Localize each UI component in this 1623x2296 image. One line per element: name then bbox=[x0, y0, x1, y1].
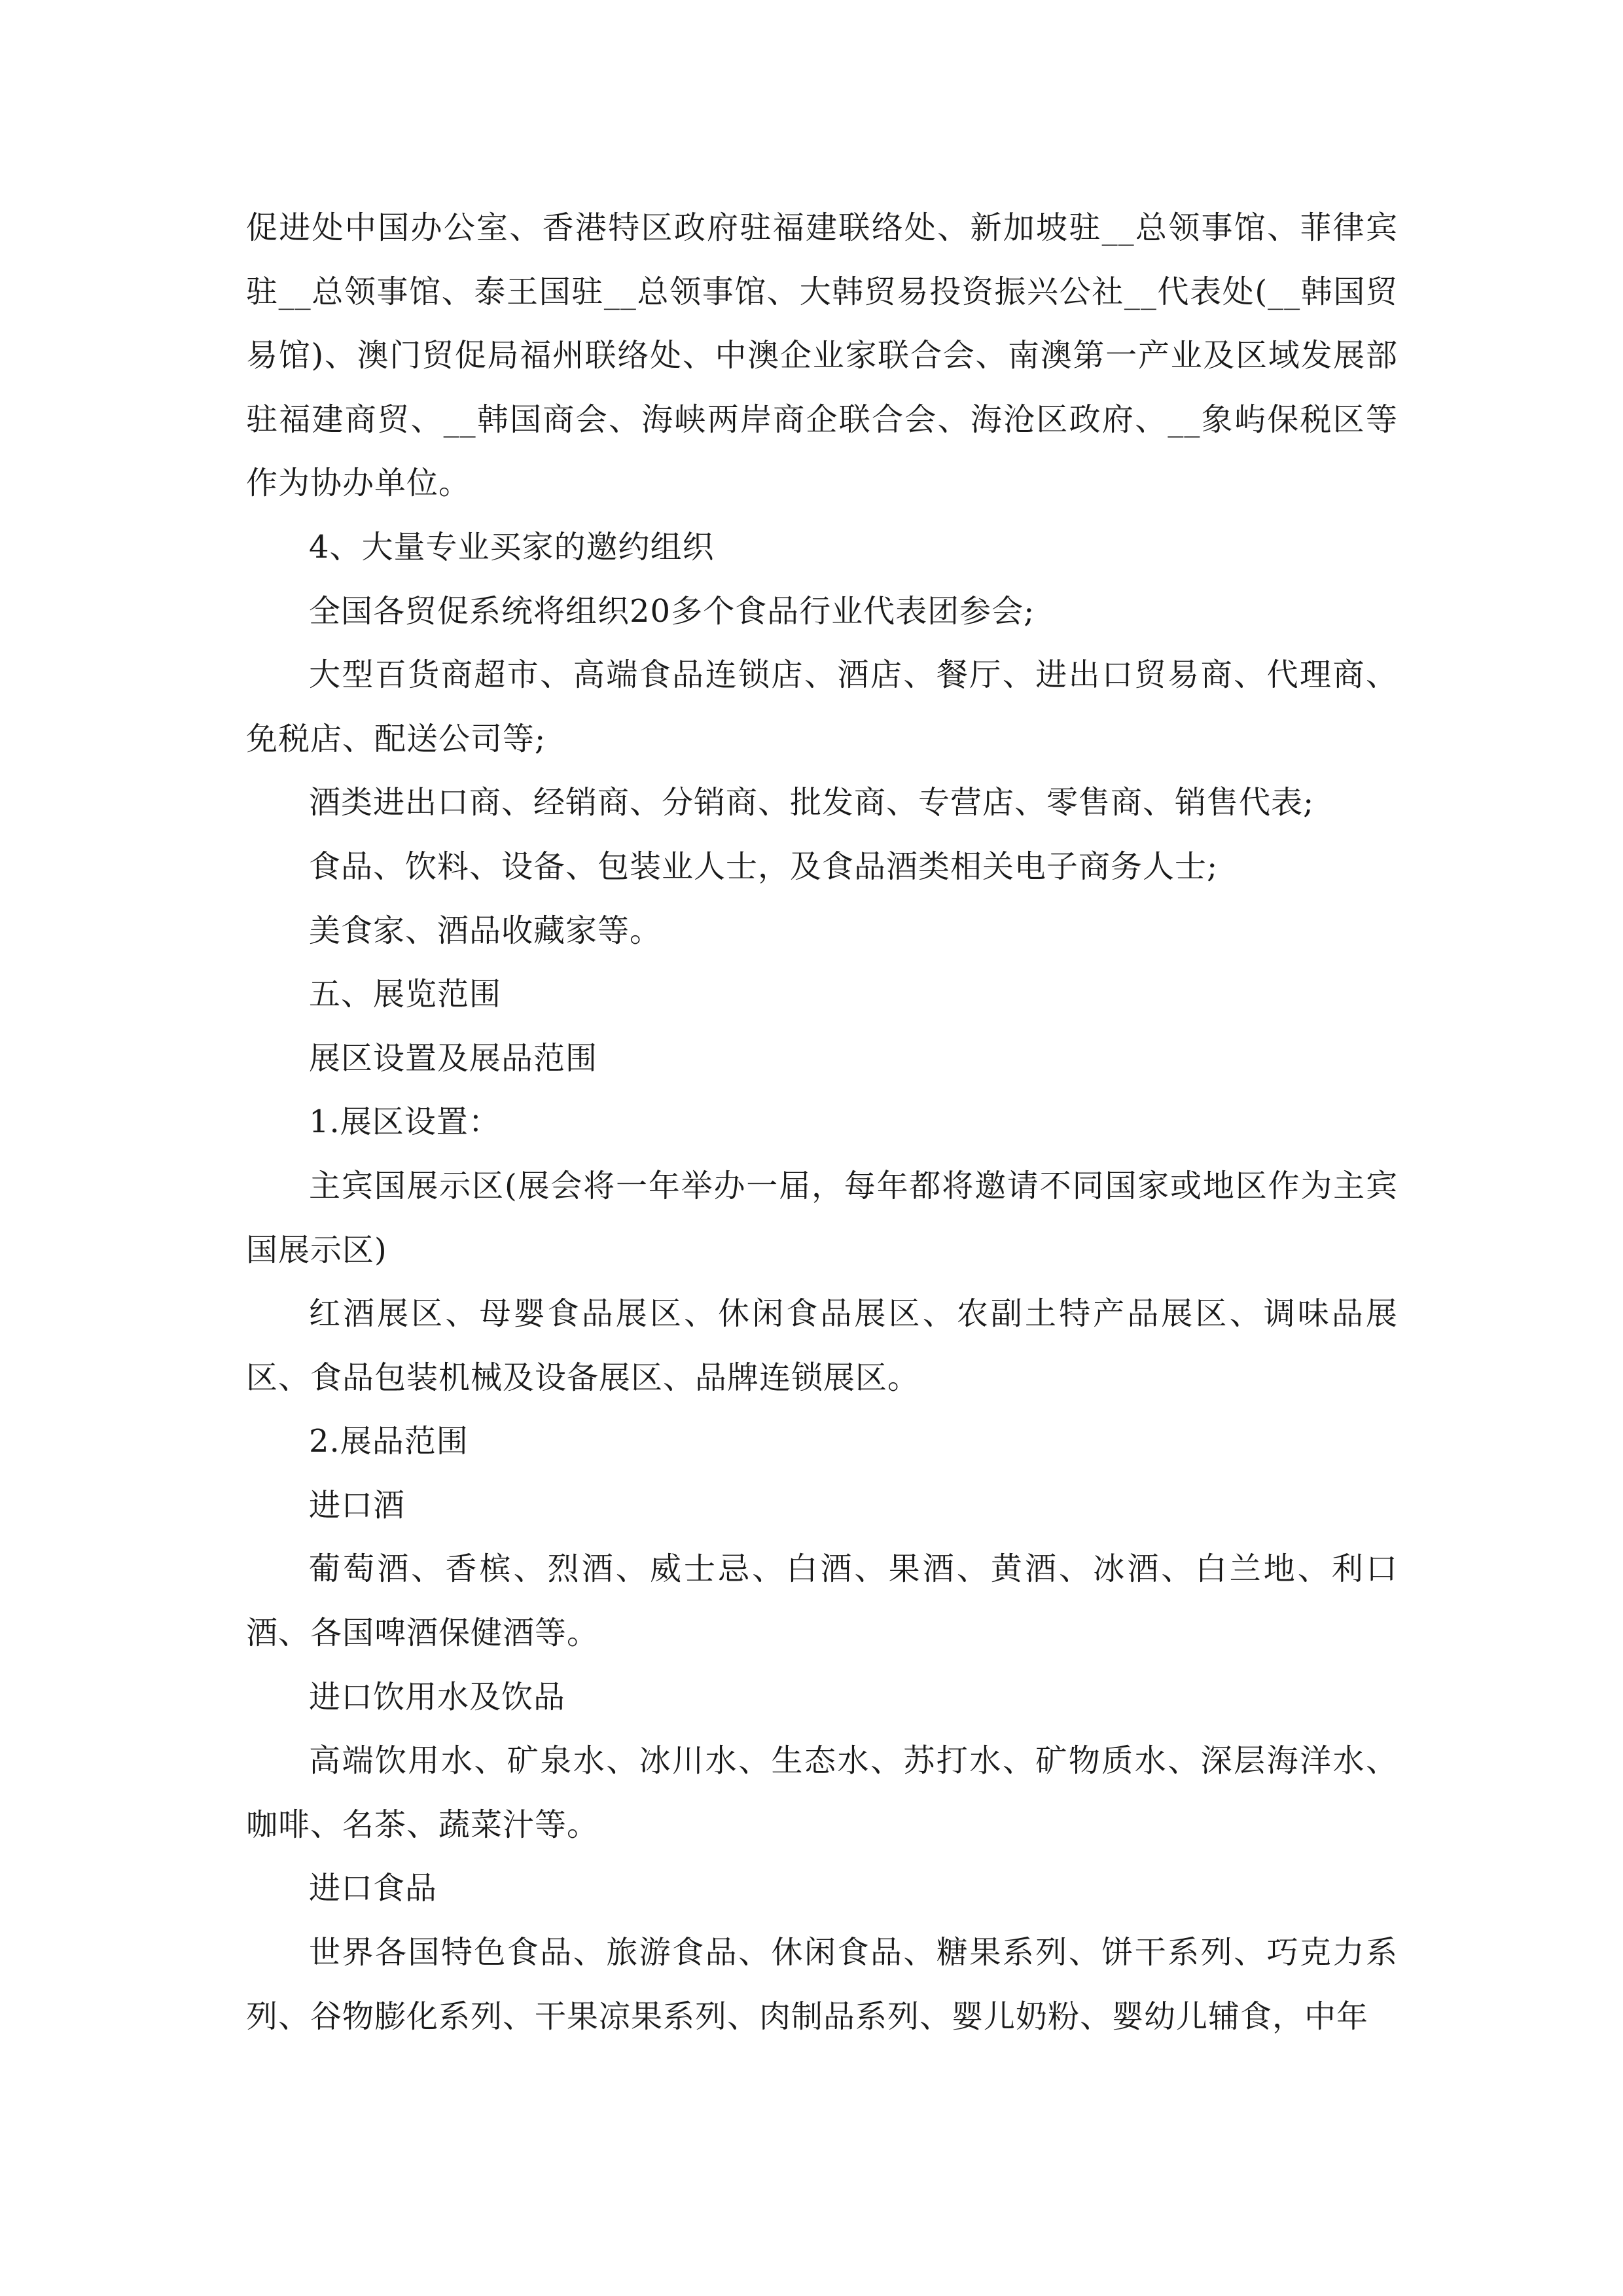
paragraph-liquor-list: 葡萄酒、香槟、烈酒、威士忌、白酒、果酒、黄酒、冰酒、白兰地、利口酒、各国啤酒保健酒等。 bbox=[246, 1551, 1398, 1652]
paragraph-guest-country-zone: 主宾国展示区(展会将一年举办一届，每年都将邀请不同国家或地区作为主宾国展示区) bbox=[246, 1167, 1398, 1268]
category-imported-liquor: 进口酒 bbox=[309, 1486, 406, 1524]
paragraph-gourmets: 美食家、酒品收藏家等。 bbox=[309, 912, 662, 949]
paragraph-food-list: 世界各国特色食品、旅游食品、休闲食品、糖果系列、饼干系列、巧克力系列、谷物膨化系列、干果凉果系列、肉制品系列、婴儿奶粉、婴幼儿辅食，中年 bbox=[246, 1934, 1398, 2035]
paragraph-retail-buyers: 大型百货商超市、高端食品连锁店、酒店、餐厅、进出口贸易商、代理商、免税店、配送公司等; bbox=[246, 656, 1398, 757]
paragraph-industry-people: 食品、饮料、设备、包装业人士，及食品酒类相关电子商务人士; bbox=[309, 848, 1219, 885]
subheading-zones-and-products: 展区设置及展品范围 bbox=[309, 1039, 598, 1077]
document-body bbox=[246, 196, 1398, 2049]
subheading-zone-setup: 1.展区设置： bbox=[309, 1103, 501, 1141]
paragraph-cohost-list: 促进处中国办公室、香港特区政府驻福建联络处、新加坡驻__总领事馆、菲律宾驻__总领事馆、泰王国驻__总领事馆、大韩贸易投资振兴公社__代表处(__韩国贸易馆)、澳门贸促局福州联络处、中澳企业家联合会、南澳第一产业及区域发展部驻福建商贸、__韩国商会、海峡两岸商企联合会、海沧区政府、__象屿保税区等作为协办单位。 bbox=[246, 209, 1398, 502]
subheading-product-scope: 2.展品范围 bbox=[309, 1423, 469, 1460]
paragraph-wine-traders: 酒类进出口商、经销商、分销商、批发商、专营店、零售商、销售代表; bbox=[309, 784, 1315, 821]
heading-buyer-invitation: 4、大量专业买家的邀约组织 bbox=[309, 528, 715, 565]
paragraph-drinks-list: 高端饮用水、矿泉水、冰川水、生态水、苏打水、矿物质水、深层海洋水、咖啡、名茶、蔬菜汁等。 bbox=[246, 1742, 1398, 1843]
category-imported-food: 进口食品 bbox=[309, 1870, 438, 1907]
category-imported-drinks: 进口饮用水及饮品 bbox=[309, 1678, 566, 1715]
paragraph-delegations: 全国各贸促系统将组织20多个食品行业代表团参会; bbox=[309, 592, 1035, 630]
heading-exhibition-scope: 五、展览范围 bbox=[309, 976, 502, 1013]
paragraph-zone-list: 红酒展区、母婴食品展区、休闲食品展区、农副土特产品展区、调味品展区、食品包装机械及设备展区、品牌连锁展区。 bbox=[246, 1295, 1398, 1396]
